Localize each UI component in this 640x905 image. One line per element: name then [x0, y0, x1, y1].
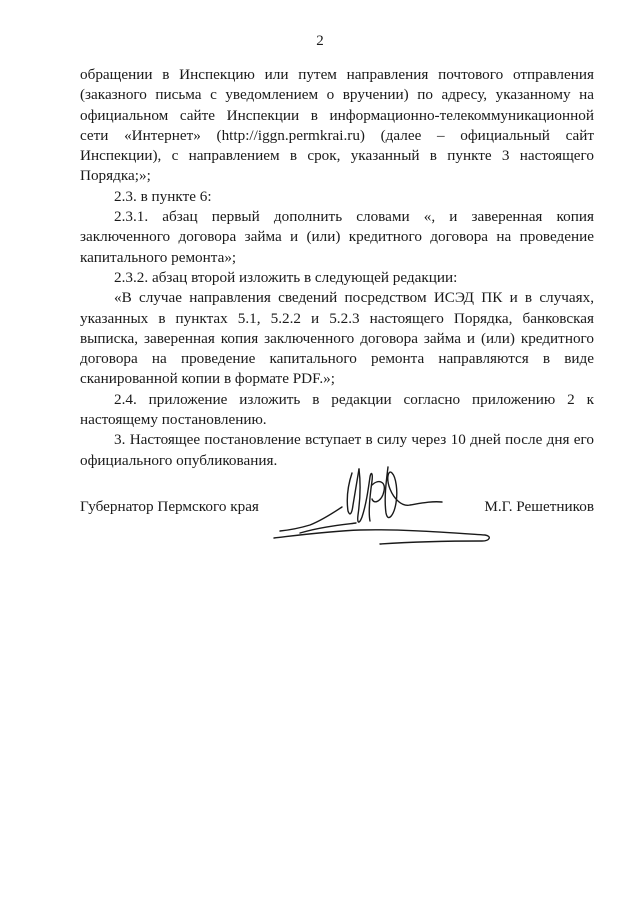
document-body — [80, 65, 594, 471]
paragraph-quoted-text: «В случае направления сведений посредством ИСЭД ПК и в случаях, указанных в пунктах 5.1, 5.2.2 и 5.2.3 настоящего Порядка, банковская выписка, заверенная копия заключенного договора займа и (или) кредитного договора на проведение капитального ремонта направляются в виде сканированной копии в формате PDF.»; — [80, 289, 594, 388]
paragraph-continuation: обращении в Инспекцию или путем направления почтового отправления (заказного письма с уведомлением о вручении) по адресу, указанному на официальном сайте Инспекции в информационно-телекоммуникационной сети «Интернет» (http://iggn.permkrai.ru) (далее – официальный сайт Инспекции), с направлением в срок, указанный в пункте 3 настоящего Порядка;»; — [80, 66, 594, 185]
paragraph-item-2-3-1: 2.3.1. абзац первый дополнить словами «, и заверенная копия заключенного договора займа и (или) кредитного договора на проведение капитального ремонта»; — [80, 208, 594, 266]
paragraph-item-3: 3. Настоящее постановление вступает в силу через 10 дней после дня его официального опубликования. — [80, 431, 594, 469]
signatory-name: М.Г. Решетников — [484, 498, 594, 515]
paragraph-item-2-4: 2.4. приложение изложить в редакции согласно приложению 2 к настоящему постановлению. — [80, 390, 594, 429]
page-number: 2 — [316, 33, 324, 49]
paragraph-item-2-3: 2.3. в пункте 6: — [114, 187, 212, 205]
paragraph-item-2-3-2: 2.3.2. абзац второй изложить в следующей редакции: — [114, 268, 458, 286]
handwritten-signature — [260, 455, 510, 550]
signature-block — [80, 455, 594, 555]
signatory-title: Губернатор Пермского края — [80, 498, 259, 515]
